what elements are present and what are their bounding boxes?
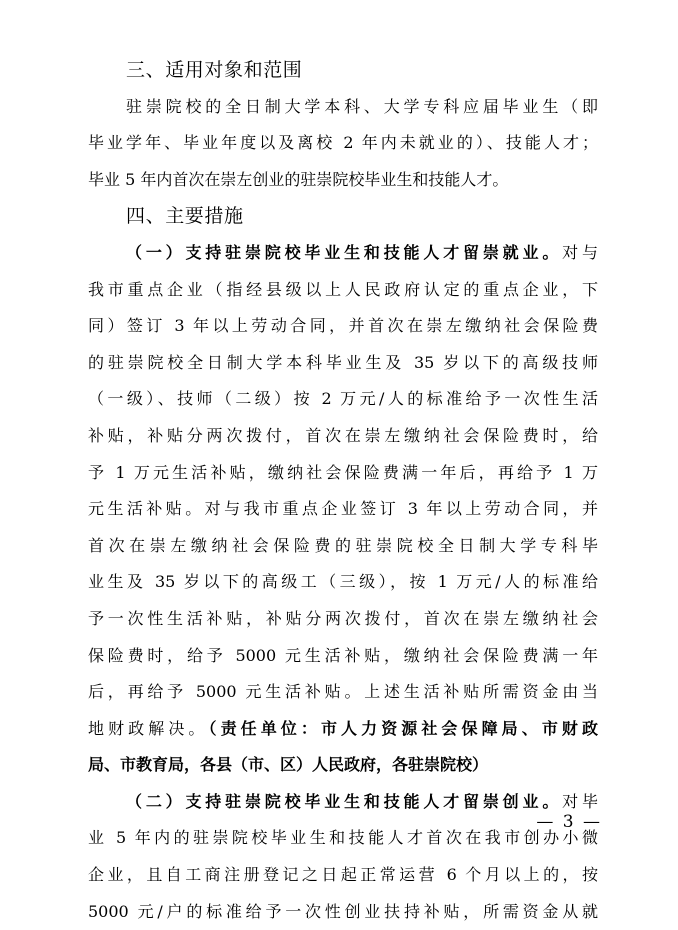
measure-1-first-line-rest: 对与: [562, 242, 598, 262]
responsibility-line-2: 局、市教育局，各县（市、区）人民政府，各驻崇院校）: [88, 755, 489, 775]
text-line: 业 5 年内的驻崇院校毕业生和技能人才首次在我市创办小微: [88, 828, 598, 848]
text-line: 的驻崇院校全日制大学本科毕业生及 35 岁以下的高级技师: [88, 352, 598, 372]
document-body: [88, 52, 598, 930]
text-line: 元生活补贴。对与我市重点企业签订 3 年以上劳动合同，并: [88, 499, 598, 519]
measure-1-title: （一）支持驻崇院校毕业生和技能人才留崇就业。: [126, 242, 563, 262]
text-line: 毕业学年、毕业年度以及离校 2 年内未就业的）、技能人才；: [88, 133, 598, 153]
section-3-paragraph: [88, 89, 598, 199]
text-line: 后，再给予 5000 元生活补贴。上述生活补贴所需资金由当: [88, 682, 598, 702]
responsibility-line-1: [88, 711, 598, 748]
measure-1-first-line: [88, 235, 598, 272]
last-line-plain: 地财政解决。: [88, 718, 209, 738]
text-line: 驻崇院校的全日制大学本科、大学专科应届毕业生（即: [126, 96, 598, 116]
text-line: 予一次性生活补贴，补贴分两次拨付，首次在崇左缴纳社会: [88, 608, 598, 628]
measure-2-first-line-rest: 对毕: [562, 791, 598, 811]
text-line: 业生及 35 岁以下的高级工（三级），按 1 万元/人的标准给: [88, 572, 598, 592]
responsibility-text: （责任单位：市人力资源社会保障局、市财政: [208, 718, 598, 738]
section-4-heading: 四、主要措施: [126, 205, 244, 228]
text-line: 首次在崇左缴纳社会保险费的驻崇院校全日制大学专科毕: [88, 535, 598, 555]
text-line: 5000 元/户的标准给予一次性创业扶持补贴，所需资金从就: [88, 901, 598, 921]
text-line: 同）签订 3 年以上劳动合同，并首次在崇左缴纳社会保险费: [88, 316, 598, 336]
text-line: 予 1 万元生活补贴，缴纳社会保险费满一年后，再给予 1 万: [88, 462, 598, 482]
text-line: 毕业 5 年内首次在崇左创业的驻崇院校毕业生和技能人才。: [88, 169, 509, 189]
text-line: （一级）、技师（二级）按 2 万元/人的标准给予一次性生活: [88, 389, 598, 409]
text-line: 企业，且自工商注册登记之日起正常运营 6 个月以上的，按: [88, 865, 598, 885]
text-line: 保险费时，给予 5000 元生活补贴，缴纳社会保险费满一年: [88, 645, 598, 665]
measure-2-paragraph: [88, 784, 598, 930]
measure-2-first-line: [88, 784, 598, 821]
page-number: — 3 —: [536, 812, 602, 832]
measure-2-title: （二）支持驻崇院校毕业生和技能人才留崇创业。: [126, 791, 563, 811]
section-3-heading: 三、适用对象和范围: [126, 59, 303, 81]
measure-1-paragraph: [88, 235, 598, 784]
text-line: 我市重点企业（指经县级以上人民政府认定的重点企业，下: [88, 279, 598, 299]
text-line: 补贴，补贴分两次拨付，首次在崇左缴纳社会保险费时，给: [88, 425, 598, 445]
